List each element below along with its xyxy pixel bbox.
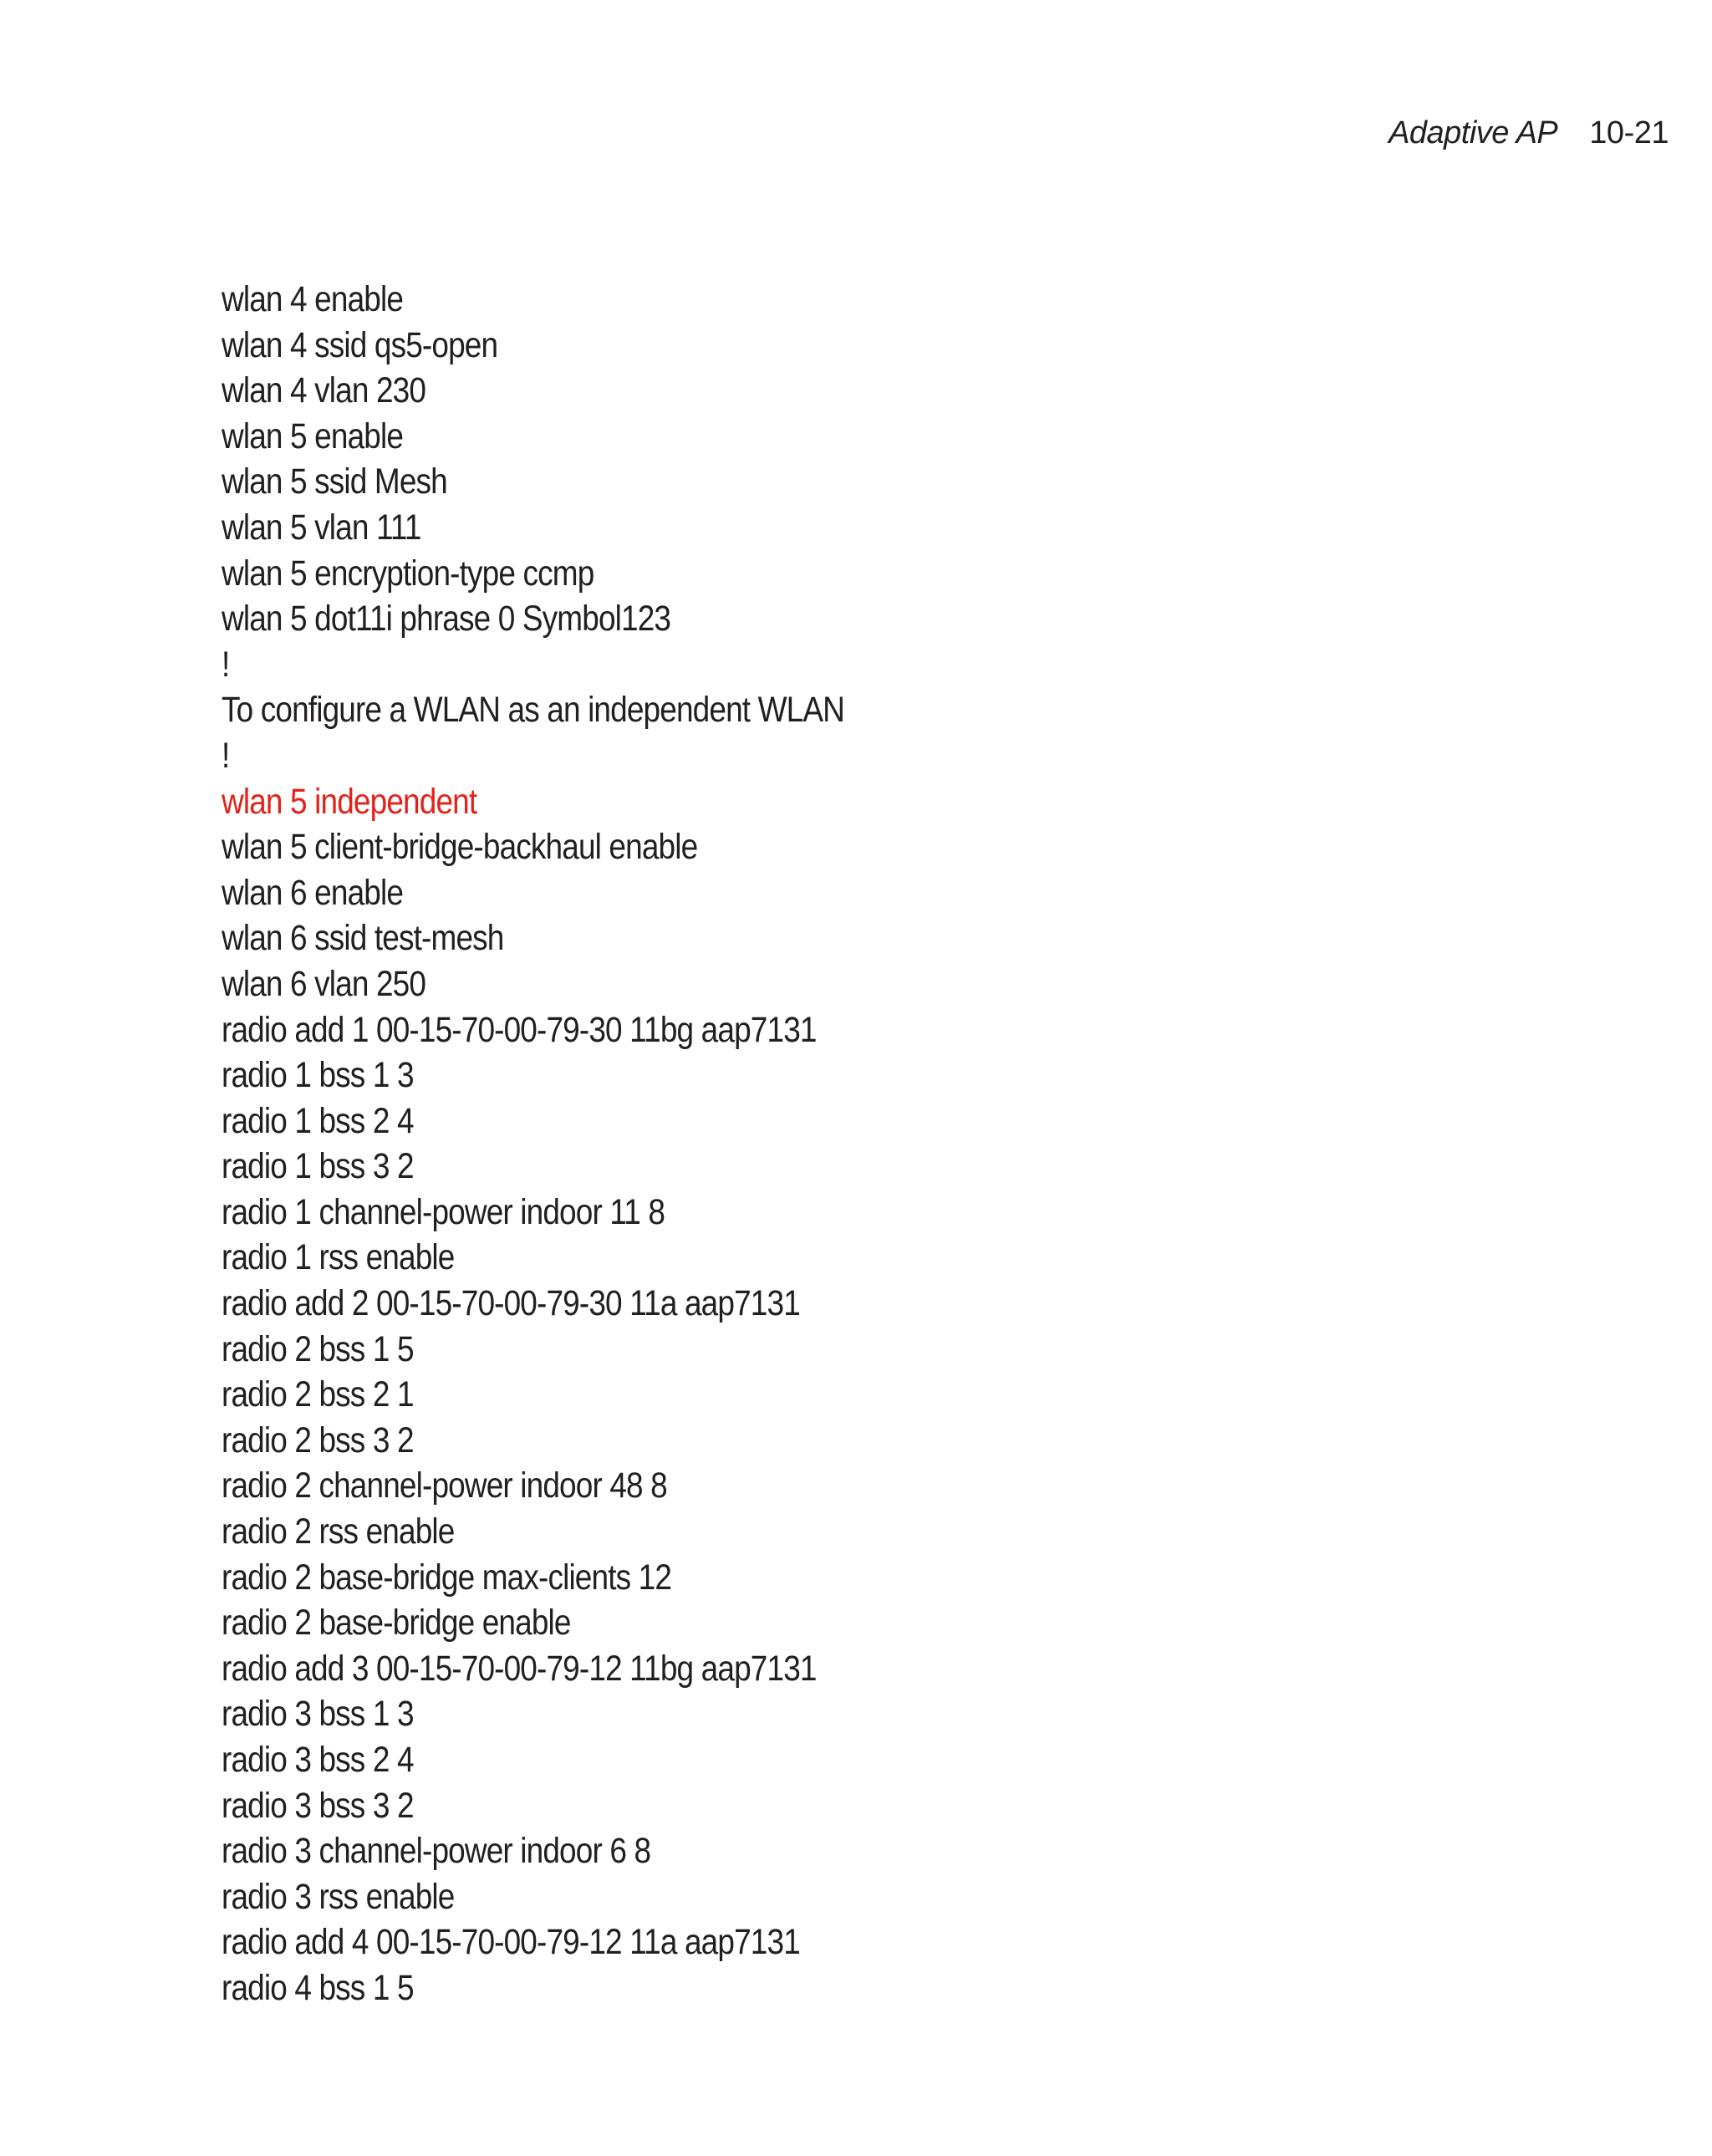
code-line: radio add 2 00-15-70-00-79-30 11a aap7131 [222,1283,800,1324]
code-line: radio 3 bss 2 4 [222,1740,414,1780]
page-number: 10-21 [1589,115,1669,150]
code-line: radio 2 bss 3 2 [222,1419,414,1460]
code-line: ! [222,644,230,685]
code-line: radio 2 bss 2 1 [222,1374,414,1415]
code-line: wlan 5 client-bridge-backhaul enable [222,827,698,868]
code-line: radio 1 bss 2 4 [222,1100,414,1141]
code-line: ! [222,735,230,776]
code-line: wlan 5 encryption-type ccmp [222,553,594,594]
code-line: wlan 5 enable [222,415,404,456]
code-line: wlan 5 vlan 111 [222,507,421,548]
code-line: wlan 4 ssid qs5-open [222,324,498,365]
code-line: radio 2 base-bridge enable [222,1603,571,1644]
code-line: radio 3 bss 1 3 [222,1694,414,1735]
code-line: wlan 6 vlan 250 [222,963,426,1004]
code-line: wlan 4 enable [222,279,404,319]
code-line: wlan 5 ssid Mesh [222,461,447,502]
code-line: To configure a WLAN as an independent WLAN [222,690,845,731]
code-line: radio 2 base-bridge max-clients 12 [222,1557,672,1598]
code-line-highlighted: wlan 5 independent [222,781,477,822]
code-line: wlan 6 enable [222,872,404,913]
code-line: radio add 1 00-15-70-00-79-30 11bg aap7131 [222,1009,817,1050]
code-line: radio 1 bss 1 3 [222,1055,414,1096]
code-line: radio add 4 00-15-70-00-79-12 11a aap7131 [222,1922,800,1963]
code-line: radio 4 bss 1 5 [222,1967,414,2008]
code-line: wlan 4 vlan 230 [222,370,426,411]
code-line: radio 2 bss 1 5 [222,1328,414,1369]
code-line: wlan 5 dot11i phrase 0 Symbol123 [222,599,671,640]
code-line: radio 2 channel-power indoor 48 8 [222,1465,667,1506]
section-title: Adaptive AP [1388,115,1558,150]
code-line: radio 2 rss enable [222,1511,455,1552]
running-header [1388,115,1669,155]
code-line: radio 1 channel-power indoor 11 8 [222,1191,665,1232]
config-code-block [222,277,945,2011]
code-line: radio 1 rss enable [222,1237,455,1278]
code-line: radio 3 channel-power indoor 6 8 [222,1831,651,1872]
code-line: radio add 3 00-15-70-00-79-12 11bg aap7131 [222,1648,817,1689]
code-line: radio 1 bss 3 2 [222,1146,414,1187]
code-line: radio 3 bss 3 2 [222,1785,414,1826]
code-line: radio 3 rss enable [222,1876,455,1917]
code-line: wlan 6 ssid test-mesh [222,918,504,959]
